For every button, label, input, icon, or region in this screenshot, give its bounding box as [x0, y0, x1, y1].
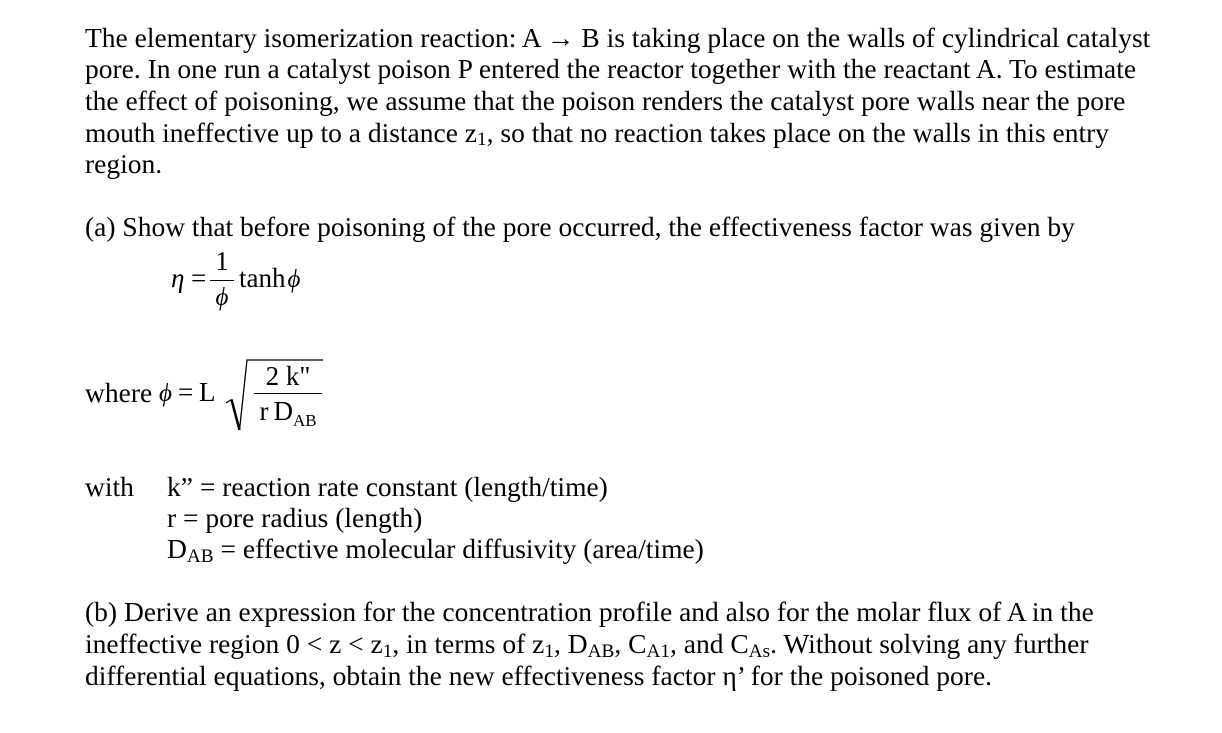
part-b-line-1 [85, 596, 1094, 628]
definition-text: D [167, 532, 187, 564]
intro-text: region. [85, 148, 163, 180]
phi-symbol: ϕ [159, 380, 172, 408]
fraction-denominator [210, 283, 234, 310]
part-b-text: , C [614, 627, 647, 659]
where-label [85, 377, 152, 409]
part-a-prompt-text: (a) Show that before poisoning of the pore occurred, the effectiveness factor was given by [85, 211, 1075, 243]
subscript: AB [587, 640, 615, 662]
where-text: where [85, 376, 153, 408]
part-b-text: , in terms of z [392, 627, 545, 659]
with-text: with [85, 470, 134, 502]
part-b-text: ineffective region 0 < z < z [85, 627, 383, 659]
intro-text: The elementary isomerization reaction: A → B is taking place on the walls of cylindrical catalyst [85, 21, 1151, 53]
part-b-text: . Without solving any further [770, 627, 1089, 659]
intro-text: pore. In one run a catalyst poison P entered the reactor together with the reactant A. To estimate [85, 53, 1137, 85]
fraction-numerator: 1 [215, 246, 229, 277]
phi-symbol: ϕ [287, 266, 301, 294]
definition-text: k” = reaction rate constant (length/time) [167, 470, 608, 502]
intro-line-3 [85, 85, 1125, 117]
part-b-text: , and C [669, 627, 749, 659]
definition-text: = effective molecular diffusivity (area/time) [213, 532, 704, 564]
fraction-bar [210, 280, 234, 281]
intro-line-4 [85, 117, 1109, 149]
subscript: 1 [544, 640, 554, 662]
fraction-denominator [254, 396, 322, 431]
part-b-text: (b) Derive an expression for the concentration profile and also for the molar flux of A in the [85, 595, 1094, 627]
part-b-text: differential equations, obtain the new effectiveness factor η’ for the poisoned pore. [85, 659, 993, 691]
part-b-line-3 [85, 660, 992, 692]
subscript: A1 [646, 640, 670, 662]
radius-symbol: r [259, 396, 269, 427]
part-a-prompt [85, 211, 1075, 243]
fraction-bar [254, 393, 322, 394]
tanh-term [239, 265, 300, 292]
eta-symbol: η [171, 263, 185, 294]
subscript: 1 [382, 640, 393, 662]
equals-sign: = [191, 263, 207, 294]
subscript: 1 [477, 129, 487, 151]
fraction-numerator: 2 k" [265, 361, 311, 392]
intro-line-5 [85, 148, 162, 180]
definition-rate-constant [167, 471, 608, 503]
diffusivity-symbol: D [273, 396, 293, 427]
intro-text: the effect of poisoning, we assume that the poison renders the catalyst pore walls near the pore [85, 84, 1126, 116]
intro-text: , so that no reaction takes place on the walls in this entry [486, 116, 1110, 148]
length-symbol: L [199, 377, 216, 408]
part-b-line-2 [85, 628, 1089, 660]
definition-diffusivity [167, 533, 704, 565]
definitions-label [85, 471, 134, 503]
definition-text: r = pore radius (length) [167, 501, 423, 533]
intro-line-2 [85, 53, 1136, 85]
tanh-function: tanh [239, 263, 286, 294]
phi-lhs [159, 379, 172, 406]
phi-symbol: ϕ [215, 284, 229, 312]
subscript: AB [292, 411, 317, 431]
subscript: AB [186, 545, 214, 567]
intro-text: mouth ineffective up to a distance z [85, 116, 477, 148]
subscript: As [748, 640, 771, 662]
part-b-text: , D [553, 627, 588, 659]
equals-sign: = [178, 377, 194, 408]
intro-line-1 [85, 22, 1150, 54]
definition-pore-radius [167, 502, 422, 534]
